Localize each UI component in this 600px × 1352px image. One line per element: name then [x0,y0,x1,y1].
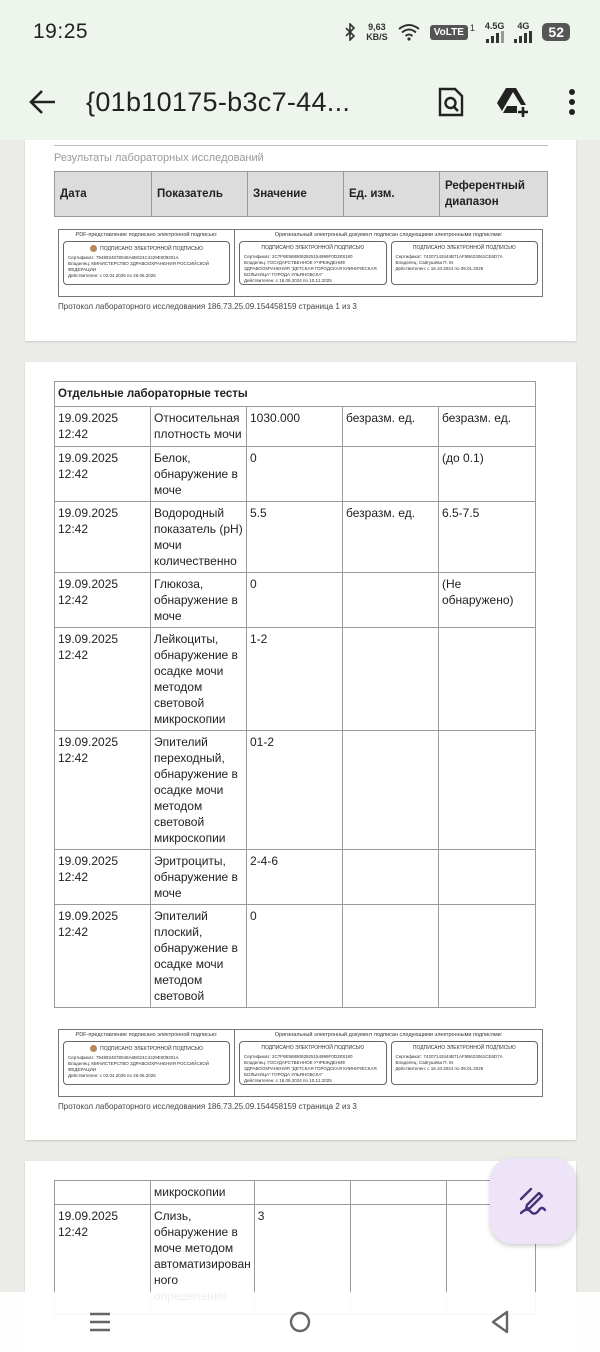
signature-caption: PDF-представление подписано электронной подписью: [75,1032,218,1038]
table-row: микроскопии [55,1181,536,1205]
header-parameter: Показатель [152,172,248,217]
document-search-icon [438,87,464,117]
battery-level: 52 [542,23,570,41]
signature-caption: Оригинальный электронный документ подписан следующими электронными подписями: [274,1032,503,1038]
emblem-icon [90,1045,97,1052]
status-time: 19:25 [33,20,89,43]
system-nav-bar [0,1292,600,1352]
signature-block [58,229,543,297]
table-row: 19.09.2025 12:42 Эпителий переходный, обнаружение в осадке мочи методом световой микроскопии 01-2 [55,731,536,850]
results-table-header [54,171,548,217]
more-vert-icon [568,88,576,116]
status-bar [0,0,600,64]
signal-bars-icon [514,31,532,43]
table-row: 19.09.2025 12:42 Относительная плотность мочи 1030.000 безразм. ед. безразм. ед. [55,407,536,447]
signature-original [235,230,542,296]
status-icons [344,22,570,43]
home-button[interactable] [270,1292,330,1352]
signature-caption: Оригинальный электронный документ подписан следующими электронными подписями: [274,232,503,238]
signature-caption: PDF-представление подписано электронной подписью: [75,232,218,238]
add-to-drive-button[interactable] [482,64,544,140]
signature-stamp: ПОДПИСАНО ЭЛЕКТРОННОЙ ПОДПИСЬЮ Сертификат: 74207143444B71AF9B623061CE6D7A Владелец: Сайгушева П. М. Действителен: с 16.10.2024 по 09.01.2026 [391,1041,539,1085]
signature-stamp: ПОДПИСАНО ЭЛЕКТРОННОЙ ПОДПИСЬЮ Сертификат: 7548824578048A6B024C4429E009201A Владелец: МИНИСТЕРСТВО ЗДРАВООХРАНЕНИЯ РОССИЙСКОЙ ФЕДЕРАЦИИ Действителен: с 02.04.2025 по 26.06.2026 [63,241,230,285]
page-top-rule [54,145,548,146]
protocol-footer: Протокол лабораторного исследования 186.73.25.09.154458159 страница 1 из 3 [58,302,357,311]
search-document-button[interactable] [420,64,482,140]
app-bar [0,64,600,140]
drive-add-icon [495,87,531,117]
table-row: 19.09.2025 12:42 Эритроциты, обнаружение в моче 2-4-6 [55,850,536,905]
back-button[interactable] [0,64,86,140]
table-row: 19.09.2025 12:42 Водородный показатель (pH) мочи количественно 5.5 безразм. ед. 6.5-7.5 [55,502,536,573]
header-value: Значение [248,172,344,217]
header-unit: Ед. изм. [344,172,440,217]
signature-stamp: ПОДПИСАНО ЭЛЕКТРОННОЙ ПОДПИСЬЮ Сертификат: 74207143444B71AF9B623061CE6D7A Владелец: Сайгушева П. М. Действителен: с 16.10.2024 по 09.01.2026 [391,241,539,285]
signal-sim1: 4.5G [485,22,505,43]
table-row: 19.09.2025 12:42 Глюкоза, обнаружение в моче 0 (Не обнаружено) [55,573,536,628]
signature-stamp: ПОДПИСАНО ЭЛЕКТРОННОЙ ПОДПИСЬЮ Сертификат: 2C7F9E5689093925154999F0D2E8180 Владелец: ГОСУДАРСТВЕННОЕ УЧРЕЖДЕНИЕ ЗДРАВООХРАНЕНИЯ "ДЕТСКАЯ ГОРОДСКАЯ КЛИНИЧЕСКАЯ БОЛЬНИЦА" ГОРОДА УЛЬЯНОВСКА" Действителен: с 16.09.2024 по 10.12.2025 [239,241,387,285]
table-row: 19.09.2025 12:42 Лейкоциты, обнаружение в осадке мочи методом световой микроскопии 1-2 [55,628,536,731]
signature-pdf [59,230,235,296]
triangle-back-icon [489,1310,511,1334]
network-speed: 9,63 KB/S [366,22,388,42]
table-row: 19.09.2025 12:42 Белок, обнаружение в моче 0 (до 0.1) [55,447,536,502]
nav-back-button[interactable] [470,1292,530,1352]
document-title: {01b10175-b3c7-44... [86,86,351,117]
menu-icon [88,1311,112,1333]
signal-bars-icon [486,31,504,43]
signature-stamp: ПОДПИСАНО ЭЛЕКТРОННОЙ ПОДПИСЬЮ Сертификат: 2C7F9E5689093925154999F0D2E8180 Владелец: ГОСУДАРСТВЕННОЕ УЧРЕЖДЕНИЕ ЗДРАВООХРАНЕНИЯ "ДЕТСКАЯ ГОРОДСКАЯ КЛИНИЧЕСКАЯ БОЛЬНИЦА" ГОРОДА УЛЬЯНОВСКА" Действителен: с 16.09.2024 по 10.12.2025 [239,1041,387,1085]
bluetooth-icon [344,23,356,41]
circle-home-icon [288,1310,312,1334]
wifi-icon [398,23,420,41]
signature-pdf [59,1030,235,1096]
recent-apps-button[interactable] [70,1292,130,1352]
protocol-footer: Протокол лабораторного исследования 186.73.25.09.154458159 страница 2 из 3 [58,1102,357,1111]
document-page-1 [25,140,576,341]
signature-stamp: ПОДПИСАНО ЭЛЕКТРОННОЙ ПОДПИСЬЮ Сертификат: 7548824578048A6B024C4429E009201A Владелец: МИНИСТЕРСТВО ЗДРАВООХРАНЕНИЯ РОССИЙСКОЙ ФЕДЕРАЦИИ Действителен: с 02.04.2025 по 26.06.2026 [63,1041,230,1085]
section-title: Результаты лабораторных исследований [54,152,264,164]
volte-badge: VoLTE [430,25,468,40]
lab-tests-table [54,381,536,1008]
emblem-icon [90,245,97,252]
edit-signature-icon [517,1185,549,1217]
header-date: Дата [55,172,152,217]
signature-block [58,1029,543,1097]
edit-fab-button[interactable] [490,1158,576,1244]
signature-original [235,1030,542,1096]
arrow-back-icon [29,89,57,115]
table-row: 19.09.2025 12:42 Слизь, обнаружение в моче методом автоматизирован ного 3 [55,1205,536,1315]
section-title: Отдельные лабораторные тесты [55,382,536,407]
table-row: 19.09.2025 12:42 Эпителий плоский, обнаружение в осадке мочи методом световой 0 [55,905,536,1008]
signal-sim2: 4G [514,22,532,43]
sim1-label: 1 [469,23,475,33]
document-page-2 [25,362,576,1140]
more-options-button[interactable] [544,64,600,140]
header-reference: Референтный диапазон [440,172,548,217]
